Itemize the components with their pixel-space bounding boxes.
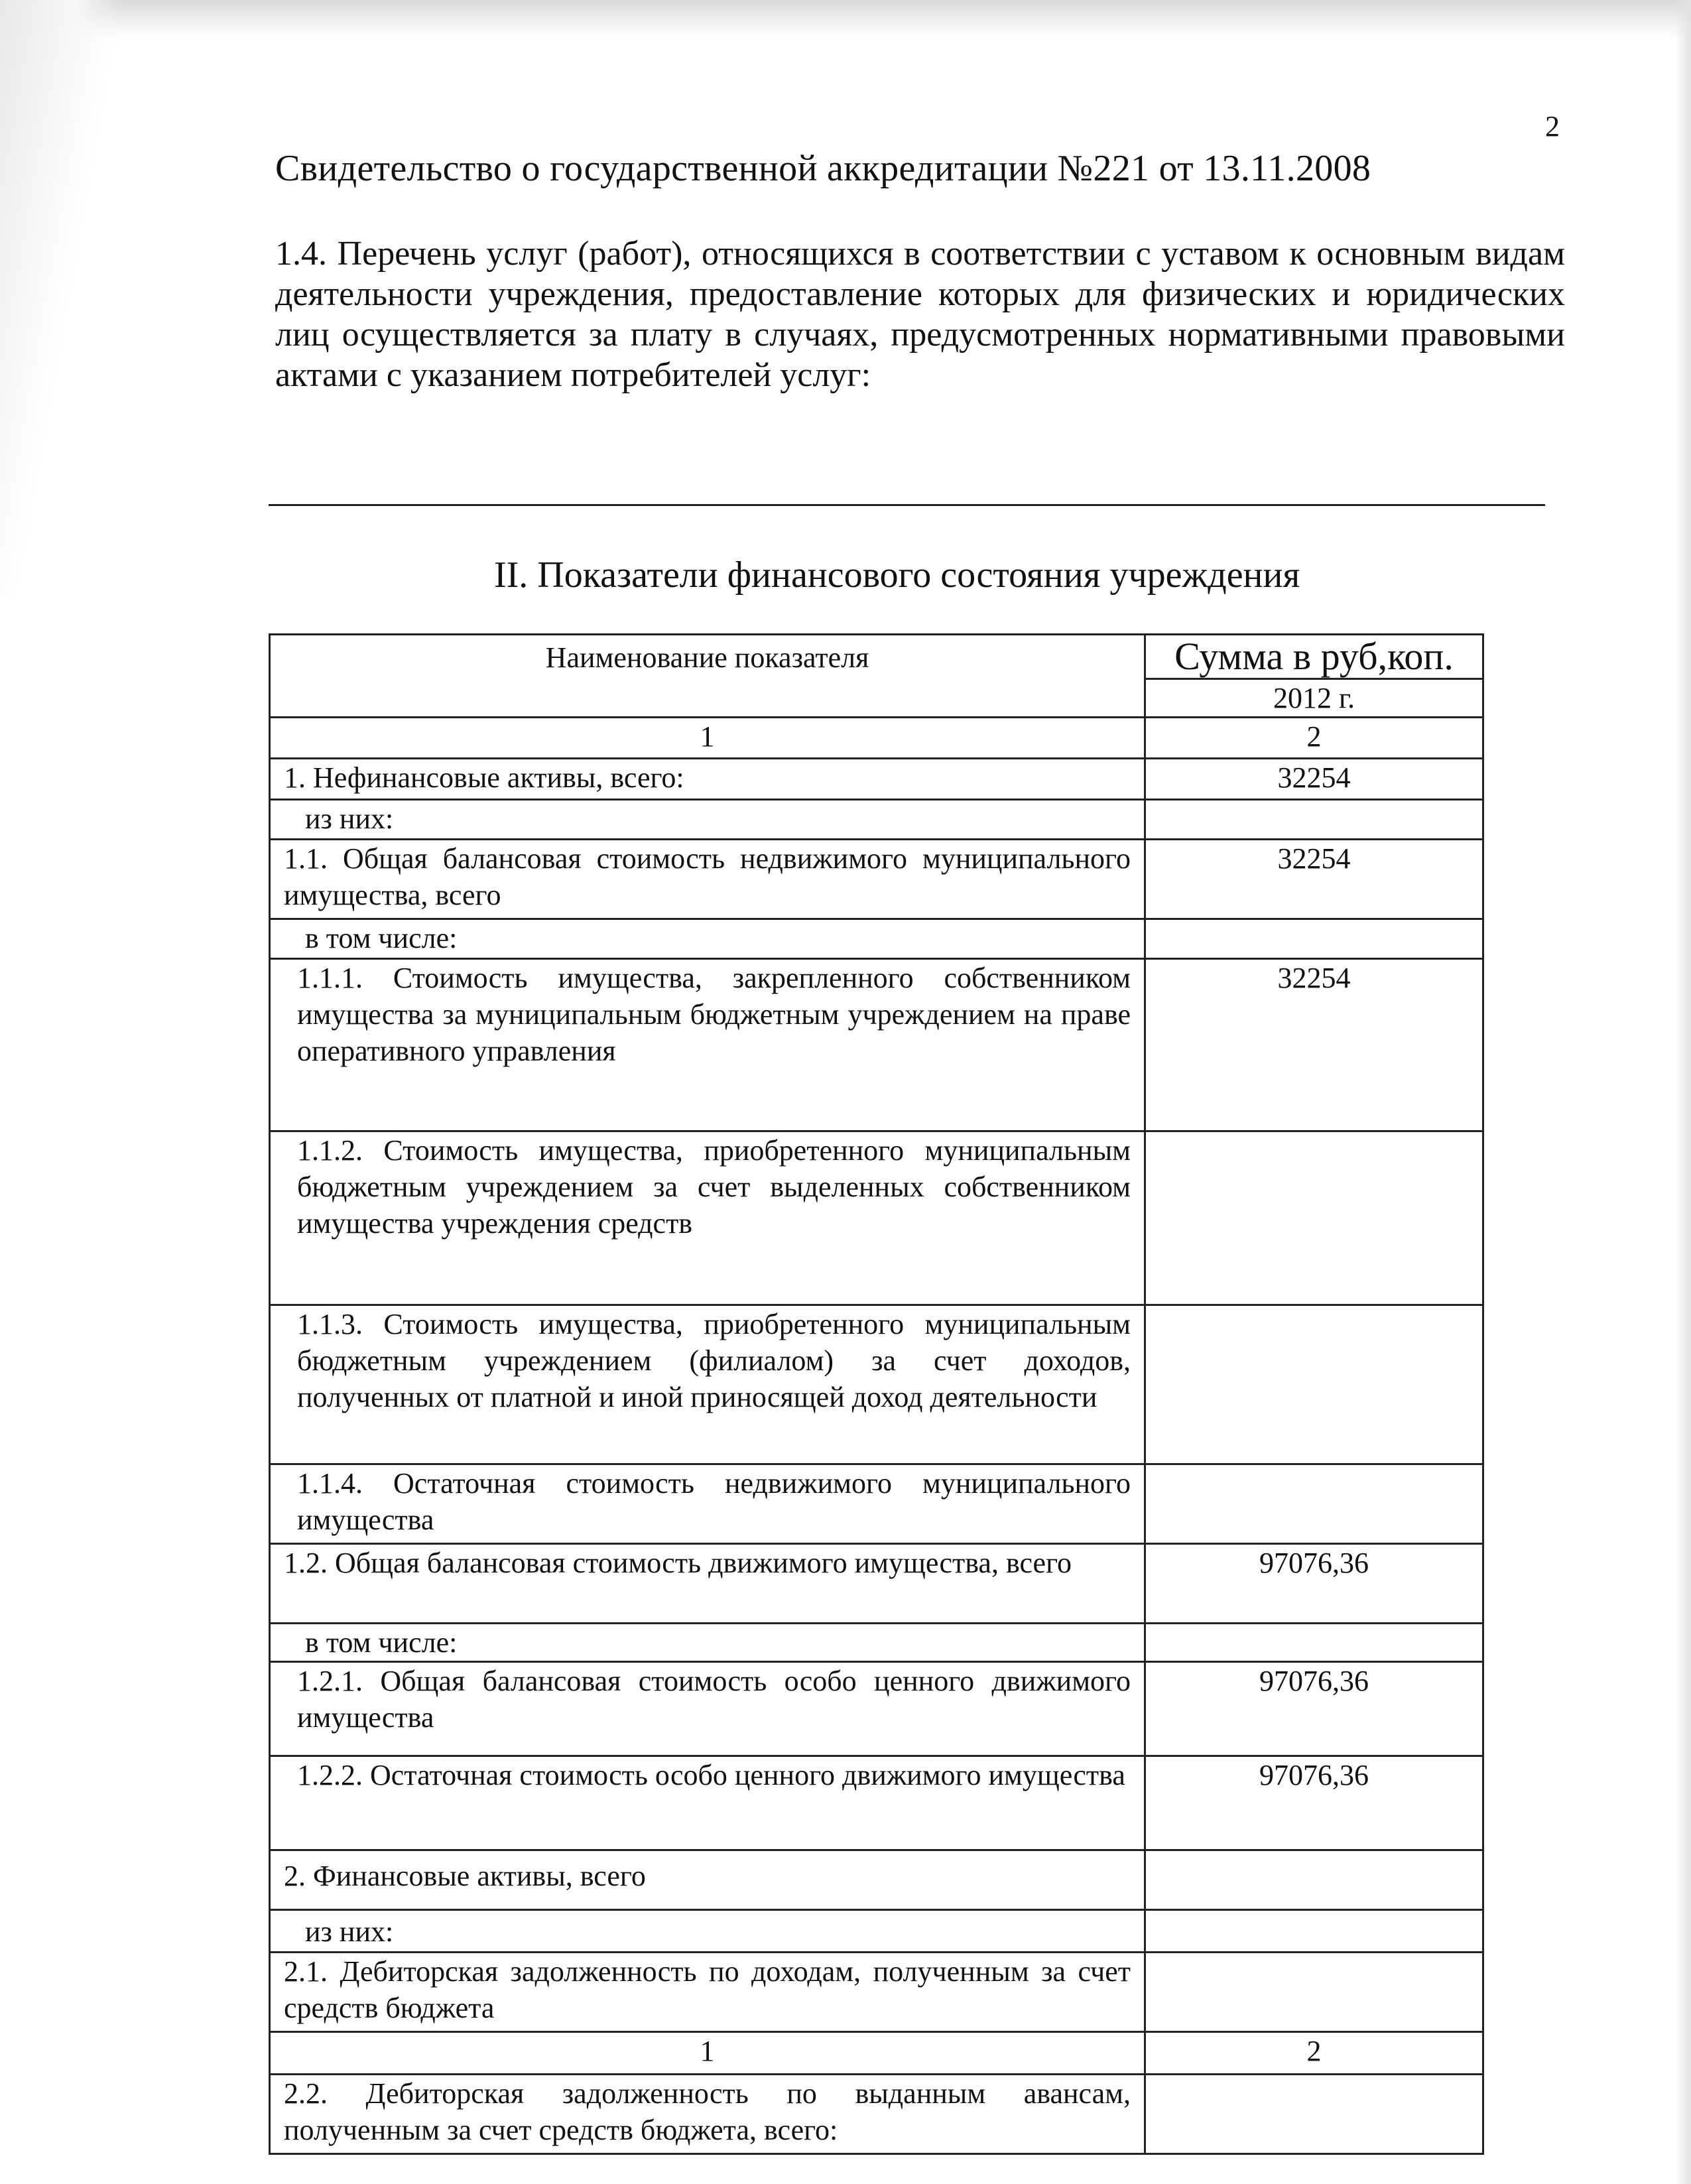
column-number-1: 1 <box>270 718 1145 759</box>
indicator-value <box>1145 1464 1483 1544</box>
column-header-sum: Сумма в руб,коп. <box>1145 635 1483 679</box>
table-header-row <box>270 635 1483 679</box>
financial-indicators-table <box>269 633 1484 2155</box>
indicator-value: 32254 <box>1145 840 1483 919</box>
table-row <box>270 1850 1483 1910</box>
indicator-value: 97076,36 <box>1145 1662 1483 1756</box>
indicator-name: 1.2. Общая балансовая стоимость движимого имущества, всего <box>270 1544 1145 1624</box>
indicator-value: 97076,36 <box>1145 1756 1483 1850</box>
table-row <box>270 1910 1483 1953</box>
indicator-name: 1.2.2. Остаточная стоимость особо ценного движимого имущества <box>270 1756 1145 1850</box>
table-row <box>270 1305 1483 1464</box>
indicator-value <box>1145 1910 1483 1953</box>
section-title: II. Показатели финансового состояния учреждения <box>494 554 1300 596</box>
column-number-1: 1 <box>270 2032 1145 2075</box>
table-row <box>270 1662 1483 1756</box>
column-header-year: 2012 г. <box>1145 679 1483 718</box>
page-number: 2 <box>1545 110 1560 143</box>
blank-fill-line <box>269 504 1545 506</box>
table-row <box>270 1624 1483 1662</box>
indicator-name: 2.2. Дебиторская задолженность по выданным авансам, полученным за счет средств бюджета, всего: <box>270 2075 1145 2154</box>
table-row <box>270 1464 1483 1544</box>
column-number-row <box>270 718 1483 759</box>
indicator-name: 1.1. Общая балансовая стоимость недвижимого муниципального имущества, всего <box>270 840 1145 919</box>
indicator-value <box>1145 1953 1483 2032</box>
indicator-name: 1.1.3. Стоимость имущества, приобретенного муниципальным бюджетным учреждением (филиалом) за счет доходов, полученных от платной и иной приносящей доход деятельности <box>270 1305 1145 1464</box>
indicator-value <box>1145 919 1483 959</box>
table-row <box>270 1544 1483 1624</box>
scan-shadow-top <box>0 0 1691 40</box>
column-number-2: 2 <box>1145 718 1483 759</box>
indicator-name: из них: <box>270 1910 1145 1953</box>
indicator-name: 1. Нефинансовые активы, всего: <box>270 759 1145 800</box>
indicator-name: в том числе: <box>270 1624 1145 1662</box>
indicator-value: 97076,36 <box>1145 1544 1483 1624</box>
indicator-value <box>1145 1624 1483 1662</box>
column-header-name: Наименование показателя <box>270 635 1145 718</box>
indicator-name: 2. Финансовые активы, всего <box>270 1850 1145 1910</box>
table-row <box>270 1756 1483 1850</box>
column-number-2: 2 <box>1145 2032 1483 2075</box>
indicator-value: 32254 <box>1145 759 1483 800</box>
indicator-value <box>1145 800 1483 840</box>
table-row <box>270 1953 1483 2032</box>
table-row <box>270 759 1483 800</box>
scan-shadow-right <box>1675 0 1691 2184</box>
indicator-value <box>1145 1305 1483 1464</box>
indicator-name: 1.1.2. Стоимость имущества, приобретенного муниципальным бюджетным учреждением за счет выделенных собственником имущества учреждения средств <box>270 1131 1145 1305</box>
table-row <box>270 840 1483 919</box>
table-row <box>270 800 1483 840</box>
indicator-name: 2.1. Дебиторская задолженность по доходам, полученным за счет средств бюджета <box>270 1953 1145 2032</box>
table-row <box>270 1131 1483 1305</box>
accreditation-certificate-line: Свидетельство о государственной аккредитации №221 от 13.11.2008 <box>275 148 1371 189</box>
indicator-name: в том числе: <box>270 919 1145 959</box>
indicator-value <box>1145 2075 1483 2154</box>
services-paragraph: 1.4. Перечень услуг (работ), относящихся в соответствии с уставом к основным видам деятельности учреждения, предоставление которых для физических и юридических лиц осуществляется за плату в случаях, предусмотренных нормативными правовыми актами с указанием потребителей услуг: <box>275 235 1565 394</box>
indicator-name: из них: <box>270 800 1145 840</box>
column-number-row <box>270 2032 1483 2075</box>
table-row <box>270 2075 1483 2154</box>
scan-shadow-corner <box>0 0 199 597</box>
table-row <box>270 959 1483 1131</box>
indicator-name: 1.1.1. Стоимость имущества, закрепленного собственником имущества за муниципальным бюджетным учреждением на праве оперативного управления <box>270 959 1145 1131</box>
indicator-name: 1.2.1. Общая балансовая стоимость особо ценного движимого имущества <box>270 1662 1145 1756</box>
table-row <box>270 919 1483 959</box>
indicator-value: 32254 <box>1145 959 1483 1131</box>
indicator-value <box>1145 1850 1483 1910</box>
indicator-value <box>1145 1131 1483 1305</box>
indicator-name: 1.1.4. Остаточная стоимость недвижимого муниципального имущества <box>270 1464 1145 1544</box>
